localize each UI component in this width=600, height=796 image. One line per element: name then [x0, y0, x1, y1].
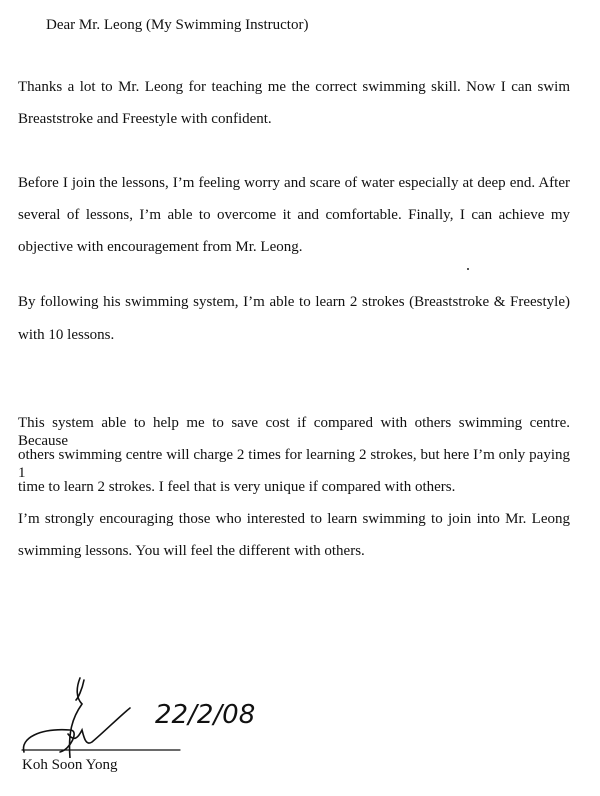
handwritten-signature: [20, 668, 260, 758]
signatory-name: Koh Soon Yong: [22, 757, 118, 773]
paragraph-4-line-3: time to learn 2 strokes. I feel that is very unique if compared with others.: [18, 479, 456, 495]
paragraph-3-line-1: By following his swimming system, I’m able to learn 2 strokes (Breaststroke & Freestyle): [18, 294, 570, 310]
paragraph-4-line-1: This system able to help me to save cost if compared with others swimming centre. Because: [18, 415, 570, 449]
paragraph-2-line-1: Before I join the lessons, I’m feeling worry and scare of water especially at deep end. After: [18, 175, 570, 191]
paragraph-5-line-1: I’m strongly encouraging those who interested to learn swimming to join into Mr. Leong: [18, 511, 570, 527]
signature-date: 22/2/08: [155, 700, 256, 730]
paragraph-2-line-2: several of lessons, I’m able to overcome it and comfortable. Finally, I can achieve my: [18, 207, 570, 223]
paragraph-3-line-2: with 10 lessons.: [18, 327, 115, 343]
paragraph-5-line-2: swimming lessons. You will feel the different with others.: [18, 543, 365, 559]
paragraph-1-line-2: Breaststroke and Freestyle with confident.: [18, 111, 272, 127]
greeting: Dear Mr. Leong (My Swimming Instructor): [46, 17, 309, 33]
paragraph-4-line-2: others swimming centre will charge 2 times for learning 2 strokes, but here I’m only paying 1: [18, 447, 570, 481]
paragraph-2-line-3: objective with encouragement from Mr. Leong.: [18, 239, 303, 255]
paragraph-1-line-1: Thanks a lot to Mr. Leong for teaching me the correct swimming skill. Now I can swim: [18, 79, 570, 95]
scan-speck: [467, 268, 469, 270]
